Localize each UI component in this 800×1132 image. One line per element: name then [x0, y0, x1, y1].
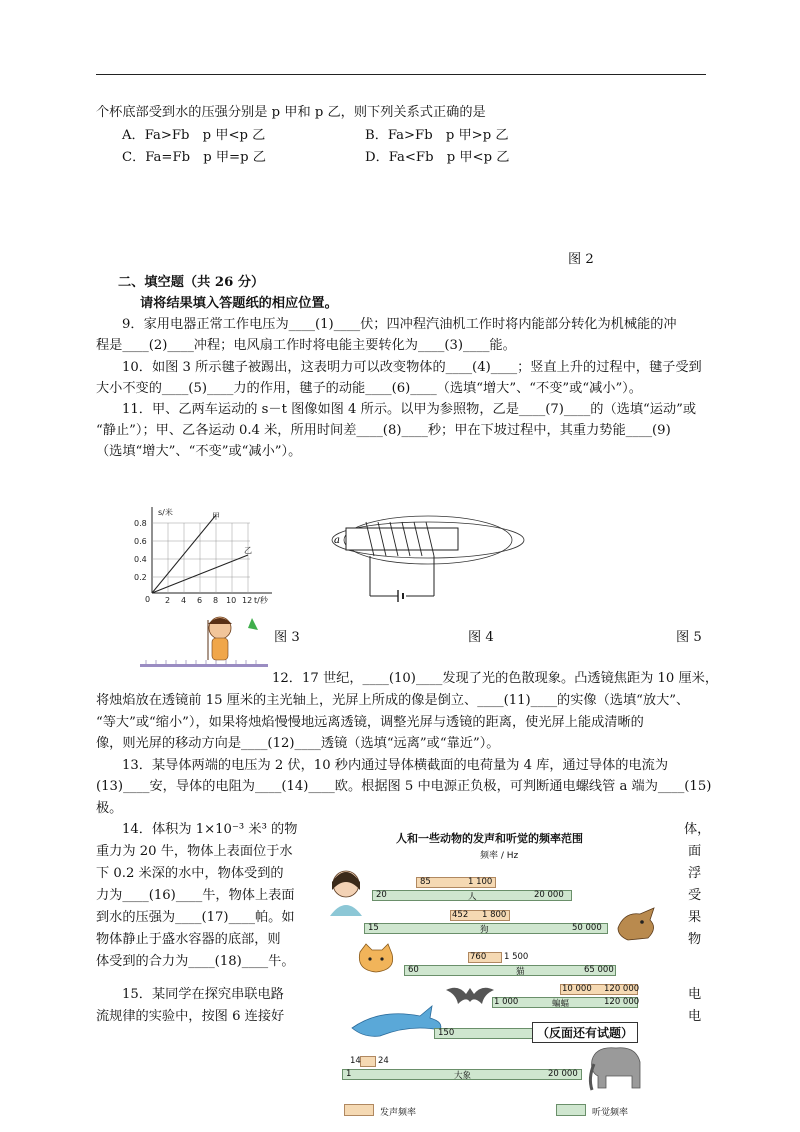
q12-line1: 12．17 世纪，____(10)____发现了光的色散现象。凸透镜焦距为 10 厘米， — [272, 671, 719, 686]
ytick: 0.4 — [134, 555, 147, 564]
row-dog-name: 狗 — [480, 925, 489, 935]
q11-line2: “静止”）；甲、乙各运动 0.4 米，所用时间差____(8)____秒；甲在下坡过程中，其重力势能____(9) — [96, 423, 671, 438]
row-elephant-emit-hi: 24 — [378, 1056, 389, 1066]
q10-line1: 10．如图 3 所示毽子被踢出，这表明力可以改变物体的____(4)____；竖直上升的过程中，毽子受到 — [122, 360, 702, 375]
row-elephant-name: 大象 — [454, 1071, 472, 1081]
row-cat-hear-hi: 65 000 — [584, 965, 614, 975]
origin-label: 0 — [145, 595, 151, 604]
legend-emit: 发声频率 — [380, 1108, 417, 1118]
jia-label: 甲 — [212, 512, 220, 521]
see-reverse-note: （反面还有试题） — [532, 1022, 638, 1043]
xtick: 2 — [165, 596, 171, 605]
row-elephant-hear-lo: 1 — [346, 1069, 352, 1079]
q10-line2: 大小不变的____(5)____力的作用，毽子的动能____(6)____（选填“增大”、“不变”或“减小”）。 — [96, 381, 642, 396]
row-cat-name: 猫 — [516, 967, 525, 977]
section-instruction: 请将结果填入答题纸的相应位置。 — [140, 296, 338, 311]
q14-line6: 物体静止于盛水容器的底部，则 — [96, 932, 281, 947]
q14-line7: 体受到的合力为____(18)____牛。 — [96, 954, 295, 969]
q14-line4: 力为____(16)____牛，物体上表面 — [96, 888, 295, 903]
x-axis-label: t/秒 — [254, 596, 268, 605]
dog-icon — [614, 906, 662, 946]
human-icon — [324, 864, 368, 916]
row-cat-emit-lo: 760 — [470, 952, 487, 962]
row-human-emit-hi: 1 100 — [468, 877, 493, 887]
dolphin-icon — [350, 1002, 446, 1042]
q13-line1: 13．某导体两端的电压为 2 伏，10 秒内通过导体横截面的电荷量为 4 库，通过导体的电流为 — [122, 758, 669, 773]
row-cat-hear-lo: 60 — [408, 965, 419, 975]
q12-line4: 像，则光屏的移动方向是____(12)____透镜（选填“远离”或“靠近”）。 — [96, 736, 500, 751]
q14-right3: 浮 — [688, 866, 702, 881]
figure-5-caption: 图 5 — [676, 630, 702, 645]
row-dolphin-hear-lo: 150 — [438, 1028, 455, 1038]
q15-right1: 电 — [688, 987, 702, 1002]
q14-line1: 14．体积为 1×10⁻³ 米³ 的物 — [122, 822, 298, 837]
q15-right2: 电 — [688, 1009, 702, 1024]
q9-line2: 程是____(2)____冲程；电风扇工作时将电能主要转化为____(3)____能。 — [96, 338, 516, 353]
xtick: 6 — [197, 596, 203, 605]
xtick: 12 — [242, 596, 253, 605]
figure-3-caption: 图 3 — [274, 630, 300, 645]
solenoid-end-label: a — [334, 535, 340, 546]
header-rule — [96, 74, 706, 75]
row-dog-emit-lo: 452 — [452, 910, 469, 920]
q8-tail: 个杯底部受到水的压强分别是 p 甲和 p 乙，则下列关系式正确的是 — [96, 105, 486, 120]
q14-line2: 重力为 20 牛，物体上表面位于水 — [96, 844, 293, 859]
q15-line2: 流规律的实验中，按图 6 连接好 — [96, 1009, 285, 1024]
q14-right4: 受 — [688, 888, 702, 903]
figure-4-caption: 图 4 — [468, 630, 494, 645]
q13-line2: (13)____安，导体的电阻为____(14)____欧。根据图 5 中电源正负极，可判断通电螺线管 a 端为____(15) — [96, 779, 712, 794]
q12-line2: 将烛焰放在透镜前 15 厘米的主光轴上，光屏上所成的像是倒立、____(11)____的实像（选填“放大”、 — [96, 693, 690, 708]
option-a: A．Fa>Fb p 甲<p 乙 — [122, 128, 266, 143]
section-title: 二、填空题（共 26 分） — [118, 275, 265, 290]
option-c: C．Fa=Fb p 甲=p 乙 — [122, 150, 266, 165]
ytick: 0.2 — [134, 573, 147, 582]
shuttlecock-kid-illustration — [140, 612, 268, 668]
figure-2-caption: 图 2 — [568, 252, 594, 267]
row-cat-emit-hi: 1 500 — [504, 952, 529, 962]
ytick: 0.6 — [134, 537, 147, 546]
row-elephant-emit-lo: 14 — [350, 1056, 361, 1066]
row-bat-emit-lo: 10 000 — [562, 984, 592, 994]
q13-line3: 极。 — [96, 801, 123, 816]
bat-icon — [444, 982, 496, 1008]
row-dog-hear-lo: 15 — [368, 923, 379, 933]
xtick: 10 — [226, 596, 237, 605]
ytick: 0.8 — [134, 519, 147, 528]
solenoid-figure — [328, 508, 528, 608]
elephant-icon — [586, 1042, 646, 1094]
row-human-hear-lo: 20 — [376, 890, 387, 900]
row-human-hear-hi: 20 000 — [534, 890, 564, 900]
frequency-chart — [320, 822, 680, 1128]
q11-line3: （选填“增大”、“不变”或“减小”）。 — [96, 444, 302, 459]
q14-right6: 物 — [688, 932, 702, 947]
legend-hear: 听觉频率 — [592, 1108, 629, 1118]
row-human-emit-lo: 85 — [420, 877, 431, 887]
yi-label: 乙 — [244, 546, 252, 555]
row-dog-emit-hi: 1 800 — [482, 910, 507, 920]
q14-right2: 面 — [688, 844, 702, 859]
q14-right1: 体， — [684, 822, 711, 837]
q9-line1: 9．家用电器正常工作电压为____(1)____伏；四冲程汽油机工作时将内能部分转化为机械能的冲 — [122, 317, 677, 332]
xtick: 4 — [181, 596, 187, 605]
q14-line3: 下 0.2 米深的水中，物体受到的 — [96, 866, 284, 881]
q15-line1: 15．某同学在探究串联电路 — [122, 987, 284, 1002]
chart-title: 人和一些动物的发声和听觉的频率范围 — [396, 832, 583, 845]
y-axis-label: s/米 — [158, 508, 173, 517]
row-bat-hear-lo: 1 000 — [494, 997, 519, 1007]
st-graph — [132, 505, 282, 613]
q14-right5: 果 — [688, 910, 702, 925]
row-bat-hear-hi: 120 000 — [604, 997, 640, 1007]
option-d: D．Fa<Fb p 甲<p 乙 — [365, 150, 510, 165]
chart-subtitle: 频率 / Hz — [480, 851, 519, 861]
row-elephant-hear-hi: 20 000 — [548, 1069, 578, 1079]
q14-line5: 到水的压强为____(17)____帕。如 — [96, 910, 295, 925]
option-b: B．Fa>Fb p 甲>p 乙 — [365, 128, 509, 143]
row-dog-hear-hi: 50 000 — [572, 923, 602, 933]
row-human-name: 人 — [468, 892, 477, 902]
row-bat-name: 蝙蝠 — [552, 999, 570, 1009]
row-bat-emit-hi: 120 000 — [604, 984, 640, 994]
q12-line3: “等大”或“缩小”），如果将烛焰慢慢地远离透镜，调整光屏与透镜的距离，使光屏上能成清晰的 — [96, 715, 644, 730]
q11-line1: 11．甲、乙两车运动的 s－t 图像如图 4 所示。以甲为参照物，乙是____(7)____的（选填“运动”或 — [122, 402, 697, 417]
xtick: 8 — [213, 596, 219, 605]
cat-icon — [354, 942, 398, 976]
